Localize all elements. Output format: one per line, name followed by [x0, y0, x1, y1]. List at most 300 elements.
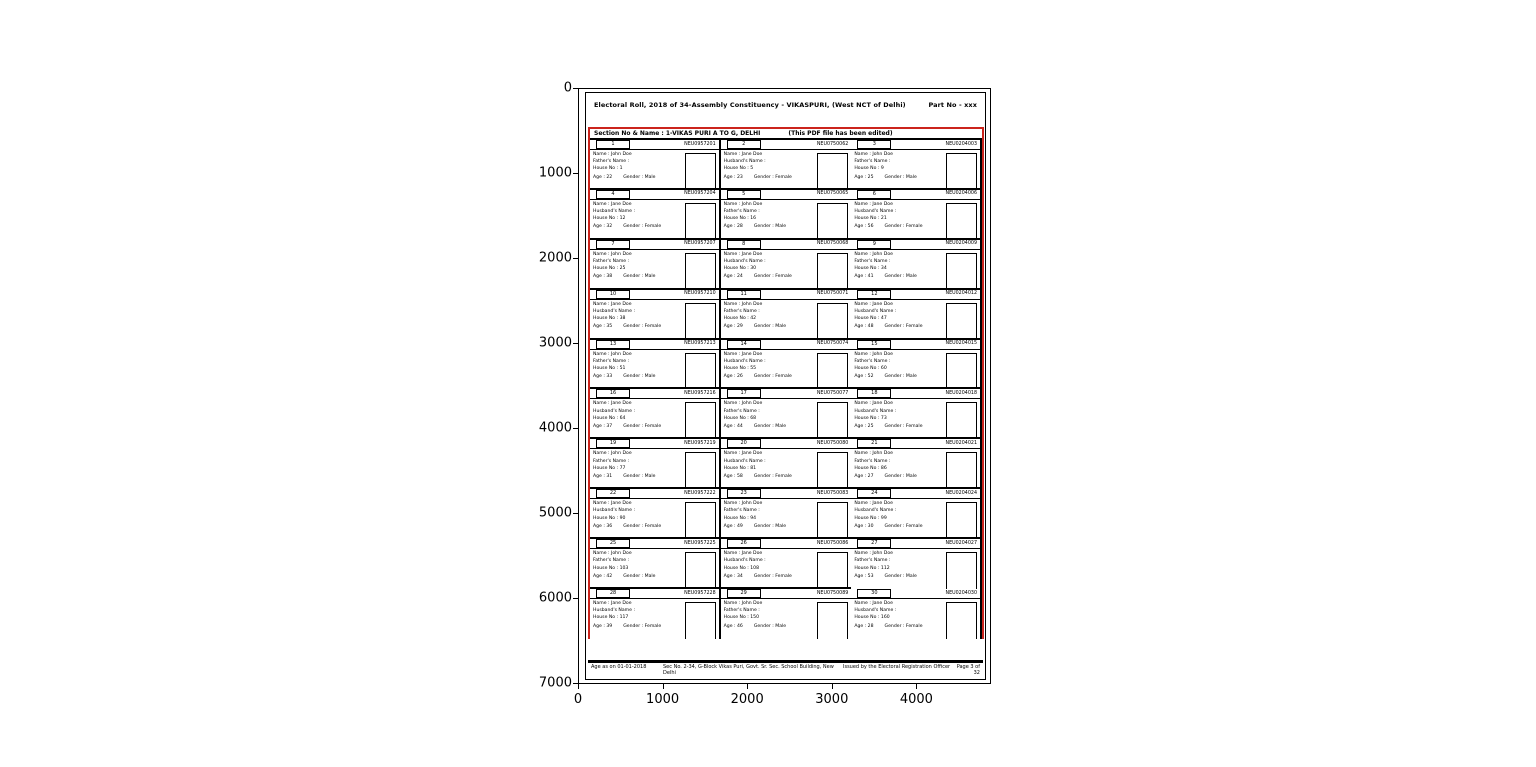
house-number: House No : 94	[723, 515, 757, 521]
house-number: House No : 16	[723, 216, 757, 222]
serial-number: 9	[872, 240, 876, 247]
house-number: House No : 81	[723, 465, 757, 471]
voter-fields	[854, 352, 946, 390]
serial-number: 23	[740, 490, 747, 497]
voter-gender: Gender : Female	[884, 623, 923, 629]
age-gender-row	[724, 574, 818, 580]
voter-name: Name : John Doe	[593, 251, 632, 257]
voter-age: Age : 52	[854, 374, 874, 380]
voter-fields	[593, 551, 685, 589]
epic-number: NEU0750080	[816, 440, 849, 446]
serial-number: 10	[609, 290, 617, 297]
voter-age: Age : 46	[723, 623, 743, 629]
voter-age: Age : 24	[723, 274, 743, 280]
relation-name: Father's Name :	[723, 508, 760, 514]
house-number: House No : 103	[593, 565, 629, 571]
voter-age: Age : 35	[593, 324, 613, 330]
voter-name: Name : John Doe	[723, 201, 763, 207]
photo-placeholder	[685, 552, 716, 589]
serial-number-box	[727, 140, 761, 149]
voter-gender: Gender : Male	[753, 523, 787, 529]
voter-name: Name : Jane Doe	[854, 301, 893, 307]
voter-card-body	[721, 350, 852, 390]
voter-card-body	[721, 150, 852, 190]
epic-number: NEU0750089	[816, 590, 849, 596]
serial-number-box	[857, 439, 891, 448]
age-gender-row	[593, 574, 685, 580]
x-tick-mark	[747, 684, 748, 689]
voter-card-header	[851, 489, 980, 499]
voter-card	[590, 340, 721, 390]
voter-gender: Gender : Female	[623, 224, 662, 230]
serial-number-box	[727, 190, 761, 199]
photo-placeholder	[685, 402, 716, 439]
x-tick-label: 2000	[730, 692, 764, 707]
voter-card-body	[851, 350, 980, 390]
voter-card-header	[590, 340, 719, 350]
x-tick-mark	[832, 684, 833, 689]
house-number: House No : 51	[593, 365, 626, 371]
relation-name: Husband's Name :	[854, 408, 897, 414]
age-gender-row	[854, 224, 946, 230]
voter-name: Name : John Doe	[723, 301, 763, 307]
voter-fields	[724, 252, 818, 290]
epic-number: NEU0204006	[945, 191, 977, 197]
serial-number: 12	[871, 290, 878, 297]
voter-fields	[593, 451, 685, 489]
footer-section-info: Sec No. 2-34, G-Block Vikas Puri, Govt. Sr. Sec. School Building, New Delhi	[663, 664, 834, 676]
serial-number: 3	[872, 141, 876, 147]
voter-card-header	[851, 439, 980, 449]
voter-card-header	[851, 589, 980, 599]
age-gender-row	[593, 374, 685, 380]
serial-number-box	[596, 489, 630, 498]
age-gender-row	[593, 474, 685, 480]
plot-area	[578, 88, 991, 684]
epic-number: NEU0957201	[684, 141, 716, 147]
serial-number: 13	[609, 340, 617, 347]
epic-number: NEU0957210	[684, 291, 716, 297]
voter-gender: Gender : Male	[623, 473, 656, 479]
voter-fields	[593, 252, 685, 290]
voter-fields	[724, 202, 818, 240]
voter-card-header	[590, 489, 719, 499]
relation-name: Father's Name :	[593, 258, 630, 264]
serial-number-box	[596, 389, 630, 398]
voter-card	[590, 240, 721, 290]
voter-fields	[593, 401, 685, 439]
voter-fields	[724, 401, 818, 439]
relation-name: Husband's Name :	[593, 209, 635, 215]
epic-number: NEU0204012	[945, 291, 977, 297]
part-number: Part No - xxx	[928, 101, 977, 109]
epic-number: NEU0750074	[816, 341, 849, 347]
voter-card-body	[851, 599, 980, 639]
serial-number: 21	[871, 440, 878, 447]
serial-number-box	[596, 340, 630, 349]
voter-card	[721, 290, 852, 340]
voter-age: Age : 48	[854, 324, 874, 330]
serial-number: 5	[742, 190, 746, 197]
voter-card-header	[851, 240, 980, 250]
voter-age: Age : 34	[723, 573, 743, 579]
relation-name: Father's Name :	[723, 608, 760, 614]
voter-card	[590, 140, 721, 190]
house-number: House No : 9	[854, 166, 884, 172]
voter-name: Name : John Doe	[723, 601, 763, 607]
voter-card	[590, 539, 721, 589]
voter-card-body	[851, 399, 980, 439]
y-tick-label: 1000	[538, 165, 572, 181]
voter-card-header	[721, 539, 852, 549]
footer-divider	[588, 660, 983, 663]
photo-placeholder	[817, 602, 848, 639]
voter-fields	[724, 501, 818, 539]
relation-name: Father's Name :	[593, 558, 630, 564]
serial-number-box	[857, 290, 891, 299]
voter-card-header	[721, 589, 852, 599]
voter-gender: Gender : Female	[753, 274, 792, 280]
voter-card	[590, 190, 721, 240]
photo-placeholder	[817, 402, 848, 439]
y-tick-label: 6000	[538, 590, 572, 606]
photo-placeholder	[817, 303, 848, 340]
voter-card-header	[590, 290, 719, 300]
age-gender-row	[854, 424, 946, 430]
serial-number: 14	[740, 340, 747, 347]
voter-name: Name : Jane Doe	[593, 401, 632, 407]
epic-number: NEU0204024	[945, 490, 977, 496]
voter-card	[721, 439, 852, 489]
voter-card-body	[721, 250, 852, 290]
epic-number: NEU0957207	[684, 241, 716, 247]
age-gender-row	[854, 574, 946, 580]
voter-card	[851, 389, 982, 439]
photo-placeholder	[946, 203, 977, 240]
age-gender-row	[724, 624, 818, 630]
voter-card-header	[851, 140, 980, 150]
voter-age: Age : 38	[593, 274, 613, 280]
voter-card-body	[590, 399, 719, 439]
serial-number: 28	[609, 590, 617, 597]
voter-fields	[593, 302, 685, 340]
epic-number: NEU0957222	[684, 490, 716, 496]
y-tick-label: 7000	[538, 675, 572, 691]
voter-gender: Gender : Female	[623, 623, 662, 629]
serial-number-box	[596, 290, 630, 299]
voter-name: Name : Jane Doe	[593, 201, 632, 207]
voter-gender: Gender : Male	[884, 274, 917, 280]
x-tick-label: 1000	[646, 692, 680, 707]
photo-placeholder	[685, 303, 716, 340]
voter-card	[851, 290, 982, 340]
serial-number: 26	[740, 540, 747, 547]
voter-age: Age : 37	[593, 424, 613, 430]
age-gender-row	[854, 524, 946, 530]
voter-card	[851, 489, 982, 539]
footer-age-note: Age as on 01-01-2018	[591, 664, 647, 670]
document-page	[585, 92, 986, 680]
voter-gender: Gender : Male	[753, 623, 787, 629]
photo-placeholder	[817, 502, 848, 539]
epic-number: NEU0957216	[684, 390, 716, 396]
voter-card-header	[590, 589, 719, 599]
relation-name: Father's Name :	[854, 558, 891, 564]
voter-card	[721, 489, 852, 539]
epic-number: NEU0957228	[684, 590, 716, 596]
voter-card-header	[590, 190, 719, 200]
voter-gender: Gender : Male	[623, 573, 656, 579]
voter-name: Name : John Doe	[854, 152, 893, 157]
relation-name: Father's Name :	[593, 159, 630, 165]
voter-gender: Gender : Male	[884, 174, 917, 180]
voter-gender: Gender : Female	[623, 523, 662, 529]
serial-number: 24	[871, 490, 878, 497]
age-gender-row	[724, 424, 818, 430]
age-gender-row	[854, 474, 946, 480]
age-gender-row	[593, 224, 685, 230]
relation-name: Father's Name :	[593, 358, 630, 364]
epic-number: NEU0957213	[684, 341, 716, 347]
voter-name: Name : Jane Doe	[723, 451, 763, 457]
serial-number-box	[727, 539, 761, 548]
voter-name: Name : John Doe	[854, 251, 893, 257]
voter-card-header	[590, 140, 719, 150]
voter-name: Name : Jane Doe	[723, 152, 763, 157]
serial-number-box	[727, 389, 761, 398]
voter-age: Age : 36	[593, 523, 613, 529]
voter-fields	[724, 302, 818, 340]
serial-number: 15	[871, 340, 878, 347]
epic-number: NEU0204015	[945, 341, 977, 347]
house-number: House No : 12	[593, 216, 626, 222]
age-gender-row	[593, 324, 685, 330]
voter-card	[851, 539, 982, 589]
photo-placeholder	[946, 153, 977, 190]
age-gender-row	[724, 224, 818, 230]
voter-fields	[724, 551, 818, 589]
roll-title: Electoral Roll, 2018 of 34-Assembly Constituency - VIKASPURI, (West NCT of Delhi)	[594, 101, 906, 109]
house-number: House No : 112	[854, 565, 890, 571]
voter-name: Name : John Doe	[593, 351, 632, 357]
voter-card-header	[721, 290, 852, 300]
y-tick-label: 5000	[538, 505, 572, 521]
voter-card-header	[590, 439, 719, 449]
serial-number: 1	[611, 141, 615, 147]
voter-age: Age : 33	[593, 374, 613, 380]
age-gender-row	[724, 274, 818, 280]
relation-name: Husband's Name :	[854, 508, 897, 514]
serial-number-box	[727, 439, 761, 448]
serial-number-box	[596, 140, 630, 149]
y-tick-label: 4000	[538, 420, 572, 436]
voter-name: Name : John Doe	[593, 551, 632, 557]
voter-card-header	[590, 240, 719, 250]
serial-number: 30	[871, 590, 878, 597]
epic-number: NEU0204003	[945, 141, 977, 147]
voter-card	[721, 539, 852, 589]
voter-gender: Gender : Female	[884, 224, 923, 230]
serial-number-box	[596, 190, 630, 199]
serial-number: 17	[740, 390, 747, 397]
serial-number-box	[727, 489, 761, 498]
voter-card-header	[721, 489, 852, 499]
photo-placeholder	[685, 452, 716, 489]
voter-fields	[854, 302, 946, 340]
voter-card	[721, 340, 852, 390]
voter-fields	[854, 451, 946, 489]
epic-number: NEU0750077	[816, 390, 849, 396]
voter-age: Age : 49	[723, 523, 743, 529]
voter-age: Age : 22	[593, 174, 613, 180]
voter-gender: Gender : Male	[753, 324, 787, 330]
y-tick-label: 3000	[538, 335, 572, 351]
age-gender-row	[724, 524, 818, 530]
voter-name: Name : Jane Doe	[723, 351, 763, 357]
house-number: House No : 21	[854, 216, 887, 222]
voter-gender: Gender : Male	[623, 174, 656, 180]
voter-gender: Gender : Female	[753, 374, 792, 380]
serial-number: 4	[611, 190, 615, 197]
age-gender-row	[854, 624, 946, 630]
photo-placeholder	[946, 253, 977, 290]
voter-fields	[854, 551, 946, 589]
voter-card-body	[590, 549, 719, 589]
voter-age: Age : 32	[593, 224, 613, 230]
house-number: House No : 47	[854, 316, 887, 322]
voter-card-body	[721, 300, 852, 340]
voter-card-body	[590, 449, 719, 489]
epic-number: NEU0750083	[816, 490, 849, 496]
voter-card-header	[590, 539, 719, 549]
serial-number-box	[596, 589, 630, 598]
serial-number-box	[857, 240, 891, 249]
serial-number: 16	[609, 390, 617, 397]
voter-name: Name : Jane Doe	[854, 501, 893, 507]
house-number: House No : 150	[723, 615, 759, 621]
voter-card-header	[721, 340, 852, 350]
voter-card-header	[851, 539, 980, 549]
serial-number-box	[857, 140, 891, 149]
footer-issuer: Issued by the Electoral Registration Officer	[843, 664, 951, 670]
voter-name: Name : John Doe	[593, 152, 632, 157]
voter-card-body	[721, 549, 852, 589]
voter-age: Age : 58	[723, 473, 743, 479]
voter-age: Age : 44	[723, 424, 743, 430]
voter-card	[721, 240, 852, 290]
voter-gender: Gender : Female	[623, 324, 662, 330]
house-number: House No : 77	[593, 465, 626, 471]
x-tick-mark	[578, 684, 579, 689]
voter-card-body	[590, 200, 719, 240]
voter-card-header	[721, 240, 852, 250]
relation-name: Husband's Name :	[723, 558, 766, 564]
serial-number: 8	[742, 240, 746, 247]
serial-number-box	[596, 439, 630, 448]
voter-card	[590, 389, 721, 439]
photo-placeholder	[685, 502, 716, 539]
voter-age: Age : 41	[854, 274, 874, 280]
photo-placeholder	[685, 353, 716, 390]
age-gender-row	[854, 374, 946, 380]
voter-fields	[593, 152, 685, 190]
voter-gender: Gender : Female	[753, 174, 792, 180]
epic-number: NEU0750086	[816, 540, 849, 546]
epic-number: NEU0204027	[945, 540, 977, 546]
photo-placeholder	[946, 602, 977, 639]
photo-placeholder	[946, 502, 977, 539]
epic-number: NEU0957225	[684, 540, 716, 546]
voter-card	[851, 140, 982, 190]
house-number: House No : 38	[593, 316, 626, 322]
voter-age: Age : 53	[854, 573, 874, 579]
voter-grid	[590, 140, 982, 639]
voter-age: Age : 28	[854, 623, 874, 629]
voter-card	[721, 190, 852, 240]
voter-card	[590, 439, 721, 489]
edited-note: (This PDF file has been edited)	[788, 130, 893, 137]
voter-card-body	[851, 499, 980, 539]
voter-fields	[854, 501, 946, 539]
voter-card-body	[590, 599, 719, 639]
voter-gender: Gender : Male	[623, 274, 656, 280]
relation-name: Husband's Name :	[593, 308, 635, 314]
age-gender-row	[593, 424, 685, 430]
voter-card-body	[851, 250, 980, 290]
x-tick-mark	[663, 684, 664, 689]
voter-card	[721, 140, 852, 190]
serial-number-box	[596, 240, 630, 249]
voter-fields	[854, 252, 946, 290]
x-tick-mark	[916, 684, 917, 689]
photo-placeholder	[817, 253, 848, 290]
age-gender-row	[854, 175, 946, 181]
voter-card	[851, 190, 982, 240]
relation-name: Father's Name :	[854, 258, 891, 264]
voter-name: Name : Jane Doe	[854, 601, 893, 607]
voter-age: Age : 31	[593, 473, 613, 479]
voter-card-body	[721, 599, 852, 639]
voter-card	[851, 589, 982, 639]
age-gender-row	[854, 274, 946, 280]
age-gender-row	[593, 274, 685, 280]
voter-fields	[724, 152, 818, 190]
age-gender-row	[593, 624, 685, 630]
voter-age: Age : 27	[854, 473, 874, 479]
voter-name: Name : John Doe	[723, 401, 763, 407]
voter-name: Name : Jane Doe	[723, 251, 763, 257]
photo-placeholder	[817, 552, 848, 589]
voter-name: Name : John Doe	[593, 451, 632, 457]
voter-card-body	[721, 399, 852, 439]
house-number: House No : 160	[854, 615, 890, 621]
epic-number: NEU0750071	[816, 291, 849, 297]
relation-name: Father's Name :	[854, 458, 891, 464]
relation-name: Father's Name :	[854, 358, 891, 364]
voter-card-body	[590, 350, 719, 390]
epic-number: NEU0957219	[684, 440, 716, 446]
voter-fields	[724, 601, 818, 639]
epic-number: NEU0750068	[816, 241, 849, 247]
voter-name: Name : Jane Doe	[723, 551, 763, 557]
age-gender-row	[593, 524, 685, 530]
relation-name: Father's Name :	[723, 308, 760, 314]
voter-card	[851, 240, 982, 290]
voter-fields	[854, 152, 946, 190]
voter-card-body	[851, 449, 980, 489]
photo-placeholder	[946, 402, 977, 439]
voter-card-body	[721, 499, 852, 539]
